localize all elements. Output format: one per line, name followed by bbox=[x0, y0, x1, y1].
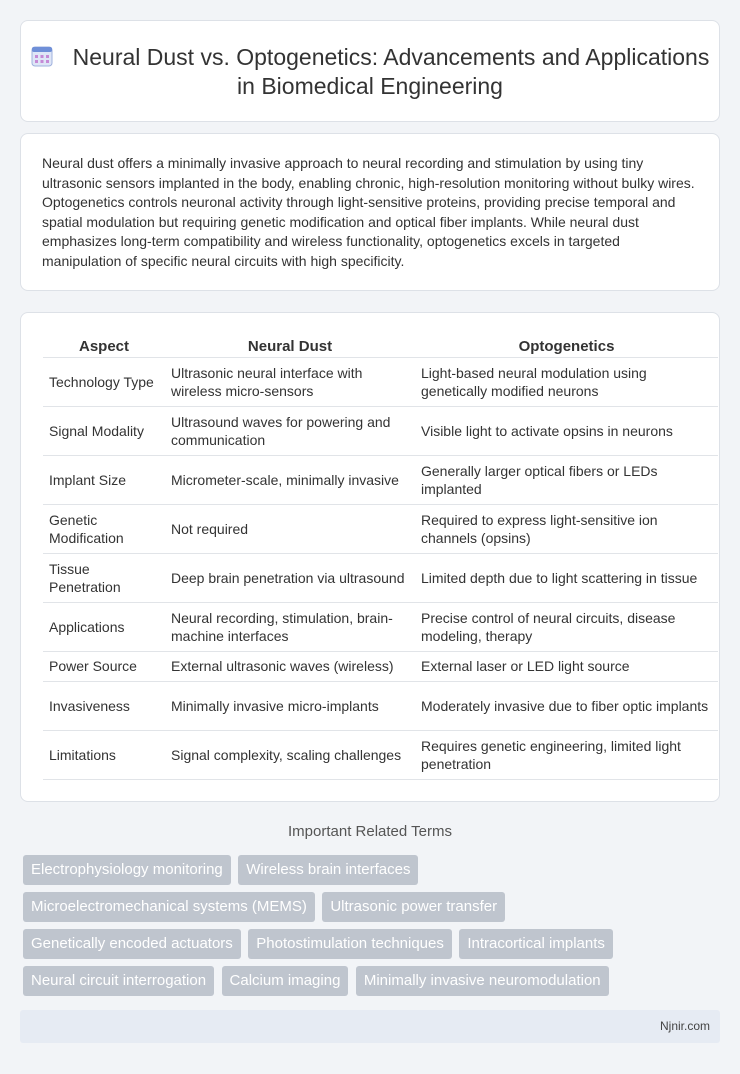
aspect-cell: Genetic Modification bbox=[43, 504, 165, 553]
header-aspect: Aspect bbox=[43, 333, 165, 357]
neural-dust-cell: External ultrasonic waves (wireless) bbox=[165, 651, 415, 681]
footer-site-link[interactable]: Njnir.com bbox=[659, 1019, 710, 1033]
related-term-tag[interactable]: Neural circuit interrogation bbox=[23, 966, 214, 996]
title-card bbox=[20, 20, 720, 122]
optogenetics-cell: Precise control of neural circuits, disease modeling, therapy bbox=[415, 602, 718, 651]
aspect-cell: Signal Modality bbox=[43, 406, 165, 455]
page-title-wrap bbox=[21, 43, 719, 101]
aspect-cell: Invasiveness bbox=[43, 681, 165, 730]
summary-paragraph: Neural dust offers a minimally invasive approach to neural recording and stimulation by using tiny ultrasonic sensors implanted in the body, enabling chronic, high-resolution monitoring without bulky wires. Optogenetics controls neuronal activity through light-sensitive proteins, providing precise temporal and spatial modulation but requiring genetic modification and optical fiber implants. While neural dust emphasizes long-term compatibility and wireless functionality, optogenetics excels in targeted manipulation of specific neural circuits with high specificity. bbox=[42, 155, 695, 269]
table-row bbox=[43, 357, 718, 406]
header-optogenetics: Optogenetics bbox=[415, 333, 718, 357]
table-row bbox=[43, 406, 718, 455]
neural-dust-cell: Neural recording, stimulation, brain-machine interfaces bbox=[165, 602, 415, 651]
aspect-cell: Implant Size bbox=[43, 455, 165, 504]
table-row bbox=[43, 602, 718, 651]
aspect-cell: Technology Type bbox=[43, 357, 165, 406]
comparison-table-card bbox=[20, 312, 720, 802]
aspect-cell: Applications bbox=[43, 602, 165, 651]
optogenetics-cell: Moderately invasive due to fiber optic implants bbox=[415, 681, 718, 730]
aspect-cell: Tissue Penetration bbox=[43, 553, 165, 602]
neural-dust-cell: Micrometer-scale, minimally invasive bbox=[165, 455, 415, 504]
aspect-cell: Power Source bbox=[43, 651, 165, 681]
table-row bbox=[43, 730, 718, 779]
table-row bbox=[43, 651, 718, 681]
related-term-tag[interactable]: Microelectromechanical systems (MEMS) bbox=[23, 892, 315, 922]
related-terms-list bbox=[23, 855, 703, 1003]
neural-dust-cell: Minimally invasive micro-implants bbox=[165, 681, 415, 730]
related-term-tag[interactable]: Genetically encoded actuators bbox=[23, 929, 241, 959]
footer-bar bbox=[20, 1010, 720, 1043]
calendar-icon bbox=[31, 45, 53, 67]
summary-card bbox=[20, 133, 720, 291]
related-term-tag[interactable]: Wireless brain interfaces bbox=[238, 855, 418, 885]
optogenetics-cell: Light-based neural modulation using genetically modified neurons bbox=[415, 357, 718, 406]
optogenetics-cell: External laser or LED light source bbox=[415, 651, 718, 681]
related-term-tag[interactable]: Minimally invasive neuromodulation bbox=[356, 966, 609, 996]
optogenetics-cell: Generally larger optical fibers or LEDs implanted bbox=[415, 455, 718, 504]
neural-dust-cell: Not required bbox=[165, 504, 415, 553]
related-term-tag[interactable]: Electrophysiology monitoring bbox=[23, 855, 231, 885]
related-term-tag[interactable]: Photostimulation techniques bbox=[248, 929, 452, 959]
comparison-table bbox=[43, 333, 718, 780]
table-row bbox=[43, 681, 718, 730]
optogenetics-cell: Visible light to activate opsins in neurons bbox=[415, 406, 718, 455]
page-title: Neural Dust vs. Optogenetics: Advancements and Applications in Biomedical Engineering bbox=[72, 44, 710, 99]
related-term-tag[interactable]: Ultrasonic power transfer bbox=[322, 892, 505, 922]
related-term-tag[interactable]: Intracortical implants bbox=[459, 929, 613, 959]
optogenetics-cell: Requires genetic engineering, limited light penetration bbox=[415, 730, 718, 779]
related-terms-title: Important Related Terms bbox=[288, 823, 452, 840]
optogenetics-cell: Required to express light-sensitive ion channels (opsins) bbox=[415, 504, 718, 553]
optogenetics-cell: Limited depth due to light scattering in tissue bbox=[415, 553, 718, 602]
aspect-cell: Limitations bbox=[43, 730, 165, 779]
neural-dust-cell: Deep brain penetration via ultrasound bbox=[165, 553, 415, 602]
table-header-row bbox=[43, 333, 718, 357]
neural-dust-cell: Ultrasonic neural interface with wireless micro-sensors bbox=[165, 357, 415, 406]
table-row bbox=[43, 455, 718, 504]
neural-dust-cell: Ultrasound waves for powering and communication bbox=[165, 406, 415, 455]
table-row bbox=[43, 553, 718, 602]
related-term-tag[interactable]: Calcium imaging bbox=[222, 966, 349, 996]
table-row bbox=[43, 504, 718, 553]
neural-dust-cell: Signal complexity, scaling challenges bbox=[165, 730, 415, 779]
header-neural-dust: Neural Dust bbox=[165, 333, 415, 357]
